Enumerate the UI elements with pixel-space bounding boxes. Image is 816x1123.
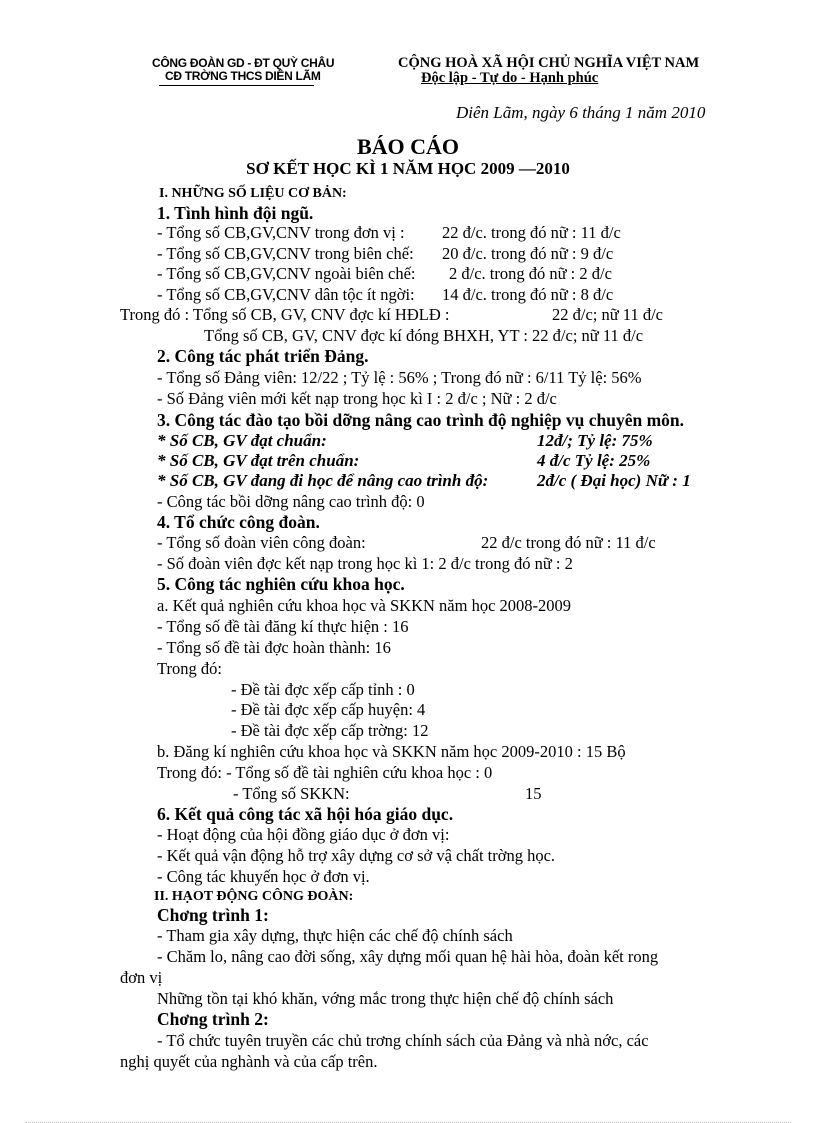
report-title: BÁO CÁO (356, 134, 460, 159)
s3-row3-label: * Số CB, GV đang đi học để nâng cao trình độ: (157, 471, 489, 490)
s5-b: b. Đăng kí nghiên cứu khoa học và SKKN năm học 2009-2010 : 15 Bộ (157, 742, 626, 761)
s1-heading: 1. Tình hình đội ngũ. (157, 203, 314, 223)
s5-b1: Trong đó: - Tổng số đề tài nghiên cứu khoa học : 0 (157, 763, 493, 782)
s1-row4-label: - Tổng số CB,GV,CNV dân tộc ít ngời: (157, 285, 415, 304)
s2-heading: 2. Công tác phát triển Đảng. (157, 346, 369, 366)
s3-row2-label: * Số CB, GV đạt trên chuẩn: (157, 451, 360, 470)
org-underline (159, 85, 314, 86)
s3-row1-value: 12đ/; Tỷ lệ: 75% (537, 431, 653, 450)
s2-line1: - Tổng số Đảng viên: 12/22 ; Tỷ lệ : 56% ; Trong đó nữ : 6/11 Tỷ lệ: 56% (157, 368, 642, 387)
s5-heading: 5. Công tác nghiên cứu khoa học. (157, 574, 405, 594)
p1-l3: Những tồn tại khó khăn, vớng mắc trong thực hiện chế độ chính sách (157, 989, 614, 1008)
org-name-line1: CÔNG ĐOÀN GD - ĐT QUỲ CHÂU (152, 56, 335, 70)
s1-sub1-value: 22 đ/c; nữ 11 đ/c (552, 305, 663, 324)
section2-heading: II. HẠOT ĐỘNG CÔNG ĐOÀN: (154, 889, 354, 904)
s3-row3-value: 2đ/c ( Đại học) Nữ : 1 (537, 471, 691, 490)
p1-l1: - Tham gia xây dựng, thực hiện các chế độ chính sách (157, 926, 513, 945)
s5-trong-do: Trong đó: (157, 659, 222, 678)
p1-l2b: đơn vị (120, 968, 163, 987)
p2-l1b: nghị quyết của nghành và của cấp trên. (120, 1052, 378, 1071)
s1-row4-value: 14 đ/c. trong đó nữ : 8 đ/c (442, 285, 614, 304)
s3-row2-value: 4 đ/c Tỷ lệ: 25% (537, 451, 651, 470)
s3-heading: 3. Công tác đào tạo bồi dỡng nâng cao trình độ nghiệp vụ chuyên môn. (157, 410, 685, 430)
s3-row1-label: * Số CB, GV đạt chuẩn: (157, 431, 327, 450)
p1-heading: Chơng trình 1: (157, 905, 269, 925)
report-subtitle: SƠ KẾT HỌC KÌ 1 NĂM HỌC 2009 —2010 (246, 159, 570, 178)
org-name-line2: CĐ TRỜNG THCS DIÊN LÃM (165, 69, 321, 83)
s1-row2-value: 20 đ/c. trong đó nữ : 9 đ/c (442, 244, 614, 263)
nation-motto: Độc lập - Tự do - Hạnh phúc (421, 70, 599, 86)
s4-line2: - Số đoàn viên đợc kết nạp trong học kì 1: 2 đ/c trong đó nữ : 2 (157, 554, 573, 573)
p2-l1a: - Tổ chức tuyên truyền các chủ trơng chính sách của Đảng và nhà nớc, các (157, 1031, 649, 1050)
place-date: Diên Lãm, ngày 6 tháng 1 năm 2010 (456, 103, 706, 122)
s2-line2: - Số Đảng viên mới kết nạp trong học kì I : 2 đ/c ; Nữ : 2 đ/c (157, 389, 557, 408)
s5-a: a. Kết quả nghiên cứu khoa học và SKKN năm học 2008-2009 (157, 596, 572, 615)
s5-a1: - Tổng số đề tài đăng kí thực hiện : 16 (157, 617, 409, 636)
s5-d1: - Đề tài đợc xếp cấp tỉnh : 0 (231, 680, 415, 699)
s4-heading: 4. Tổ chức công đoàn. (157, 512, 320, 532)
s1-row1-label: - Tổng số CB,GV,CNV trong đơn vị : (157, 223, 405, 242)
s1-sub2: Tổng số CB, GV, CNV đợc kí đóng BHXH, YT : 22 đ/c; nữ 11 đ/c (204, 326, 644, 345)
s1-sub1-label: Trong đó : Tổng số CB, GV, CNV đợc kí HĐLĐ : (120, 305, 450, 324)
s5-d2: - Đề tài đợc xếp cấp huyện: 4 (231, 700, 426, 719)
s1-row3-label: - Tổng số CB,GV,CNV ngoài biên chế: (157, 264, 416, 283)
s5-d3: - Đề tài đợc xếp cấp trờng: 12 (231, 721, 429, 740)
s5-b2-label: - Tổng số SKKN: (233, 784, 350, 803)
s6-l2: - Kết quả vận động hỗ trợ xây dựng cơ sở vậ chất trờng học. (157, 846, 556, 865)
s1-row3-value: 2 đ/c. trong đó nữ : 2 đ/c (449, 264, 612, 283)
s4-row1-label: - Tổng số đoàn viên công đoàn: (157, 533, 366, 552)
p2-heading: Chơng trình 2: (157, 1009, 269, 1029)
s4-row1-value: 22 đ/c trong đó nữ : 11 đ/c (481, 533, 656, 552)
s6-heading: 6. Kết quả công tác xã hội hóa giáo dục. (157, 804, 454, 824)
nation-title: CỘNG HOÀ XÃ HỘI CHỦ NGHĨA VIỆT NAM (398, 55, 700, 71)
s5-b2-value: 15 (525, 784, 542, 803)
s5-a2: - Tổng số đề tài đợc hoàn thành: 16 (157, 638, 391, 657)
section1-heading: I. NHỮNG SỐ LIỆU CƠ BẢN: (159, 186, 347, 201)
s3-line4: - Công tác bồi dỡng nâng cao trình độ: 0 (157, 492, 425, 511)
s1-row2-label: - Tổng số CB,GV,CNV trong biên chế: (157, 244, 414, 263)
s1-row1-value: 22 đ/c. trong đó nữ : 11 đ/c (442, 223, 621, 242)
s6-l1: - Hoạt động của hội đồng giáo dục ở đơn vị: (157, 825, 450, 844)
p1-l2a: - Chăm lo, nâng cao đời sống, xây dựng mối quan hệ hài hòa, đoàn kết rong (157, 947, 659, 966)
s6-l3: - Công tác khuyến học ở đơn vị. (157, 867, 370, 886)
